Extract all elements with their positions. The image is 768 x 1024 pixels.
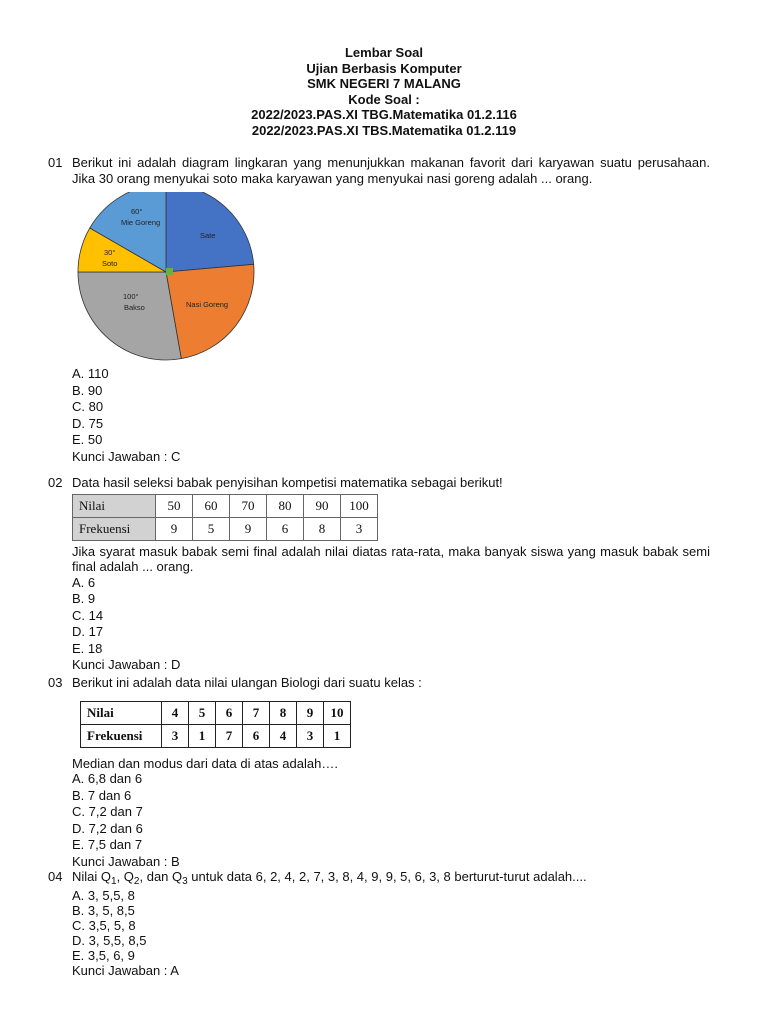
option-a: A. 6,8 dan 6	[72, 771, 143, 786]
option-a: A. 6	[72, 574, 96, 590]
table-cell: 3	[297, 724, 324, 747]
pie-slice-bakso	[78, 272, 181, 360]
table-cell: 6	[216, 701, 243, 724]
option-b: B. 3, 5, 8,5	[72, 902, 135, 918]
slice-label-mie-goreng: Mie Goreng	[121, 218, 161, 227]
table-row	[73, 517, 378, 540]
answer-key: Kunci Jawaban : A	[72, 962, 179, 978]
table-cell: 5	[193, 517, 230, 540]
option-a: A. 3, 5,5, 8	[72, 887, 135, 903]
option-e: E. 3,5, 6, 9	[72, 947, 135, 963]
table-header-cell: Frekuensi	[81, 724, 162, 747]
table-cell: 8	[270, 701, 297, 724]
option-d: D. 7,2 dan 6	[72, 820, 143, 836]
table-cell: 7	[243, 701, 270, 724]
question-text-continued: Median dan modus dari data di atas adalah….	[72, 755, 338, 771]
question-number: 01	[48, 155, 63, 170]
table-cell: 5	[189, 701, 216, 724]
option-e: E. 7,5 dan 7	[72, 837, 143, 853]
option-c: C. 80	[72, 399, 104, 415]
answer-key: Kunci Jawaban : C	[72, 448, 181, 464]
option-d: D. 75	[72, 415, 104, 431]
table-cell: 4	[162, 701, 189, 724]
slice-label-nasi-goreng: Nasi Goreng	[186, 300, 229, 309]
table-cell: 6	[243, 724, 270, 747]
table-cell: 6	[267, 517, 304, 540]
table-header-cell: Frekuensi	[73, 517, 156, 540]
table-cell: 8	[304, 517, 341, 540]
document-header	[0, 45, 768, 138]
table-cell: 1	[324, 724, 351, 747]
question-number: 02	[48, 475, 63, 490]
table-cell: 4	[270, 724, 297, 747]
header-school: SMK NEGERI 7 MALANG	[307, 76, 461, 91]
header-code-label: Kode Soal :	[348, 91, 420, 107]
table-cell: 9	[230, 517, 267, 540]
table-header-cell: Nilai	[73, 494, 156, 517]
option-c: C. 14	[72, 607, 104, 623]
option-a: A. 110	[72, 366, 109, 381]
question-text-continued: Jika syarat masuk babak semi final adalah nilai diatas rata-rata, maka banyak siswa yang masuk babak semi final adalah ... orang.	[72, 543, 710, 574]
option-b: B. 7 dan 6	[72, 787, 132, 803]
table-cell: 3	[162, 724, 189, 747]
question-text: Berikut ini adalah diagram lingkaran yang menunjukkan makanan favorit dari karyawan suatu perusahaan. Jika 30 orang menyukai soto maka karyawan yang menyukai nasi goreng adalah ... orang.	[72, 155, 710, 186]
option-c: C. 3,5, 5, 8	[72, 917, 136, 933]
header-code-2: 2022/2023.PAS.XI TBS.Matematika 01.2.119	[251, 122, 517, 138]
slice-label-bakso: Bakso	[124, 303, 145, 312]
table-cell: 10	[324, 701, 351, 724]
table-cell: 60	[193, 494, 230, 517]
table-cell: 1	[189, 724, 216, 747]
table-cell: 9	[156, 517, 193, 540]
question-text: Berikut ini adalah data nilai ulangan Biologi dari suatu kelas :	[72, 675, 422, 690]
option-c: C. 7,2 dan 7	[72, 804, 143, 820]
header-exam-type: Ujian Berbasis Komputer	[306, 60, 462, 76]
pie-slice-nasi-goreng	[166, 264, 254, 358]
header-code-1: 2022/2023.PAS.XI TBG.Matematika 01.2.116	[251, 107, 517, 122]
answer-key: Kunci Jawaban : D	[72, 657, 181, 673]
slice-angle-bakso: 100°	[123, 292, 139, 301]
table-cell: 9	[297, 701, 324, 724]
biology-score-table	[80, 701, 351, 748]
question-4	[48, 869, 710, 978]
slice-angle-soto: 30°	[104, 248, 116, 257]
table-cell: 90	[304, 494, 341, 517]
question-text: Nilai $Q_1$, $Q_2$, dan $Q_3$ untuk data 6, 2, 4, 2, 7, 3, 8, 4, 9, 9, 5, 6, 3, 8 berturut-turut adalah....	[72, 869, 587, 887]
option-e: E. 18	[72, 640, 103, 656]
table-cell: 50	[156, 494, 193, 517]
table-cell: 7	[216, 724, 243, 747]
question-2	[48, 475, 710, 673]
table-header-cell: Nilai	[81, 701, 162, 724]
question-3	[48, 675, 710, 870]
table-row	[81, 701, 351, 724]
option-b: B. 90	[72, 382, 103, 398]
pie-chart	[76, 192, 276, 364]
table-cell: 100	[341, 494, 378, 517]
question-number: 04	[48, 869, 63, 884]
header-title: Lembar Soal	[344, 45, 424, 60]
option-e: E. 50	[72, 432, 103, 448]
option-d: D. 3, 5,5, 8,5	[72, 932, 147, 948]
option-b: B. 9	[72, 591, 96, 607]
slice-angle-mie-goreng: 60°	[131, 207, 143, 216]
table-cell: 3	[341, 517, 378, 540]
table-cell: 80	[267, 494, 304, 517]
question-number: 03	[48, 675, 63, 690]
question-1	[48, 155, 710, 465]
answer-key: Kunci Jawaban : B	[72, 853, 180, 869]
slice-label-soto: Soto	[102, 259, 118, 268]
table-cell: 70	[230, 494, 267, 517]
table-row	[73, 494, 378, 517]
table-row	[81, 724, 351, 747]
score-frequency-table	[72, 494, 378, 541]
slice-label-sate: Sate	[200, 231, 216, 240]
option-d: D. 17	[72, 624, 104, 640]
pie-center-marker	[166, 268, 173, 275]
question-text: Data hasil seleksi babak penyisihan kompetisi matematika sebagai berikut!	[72, 475, 503, 490]
